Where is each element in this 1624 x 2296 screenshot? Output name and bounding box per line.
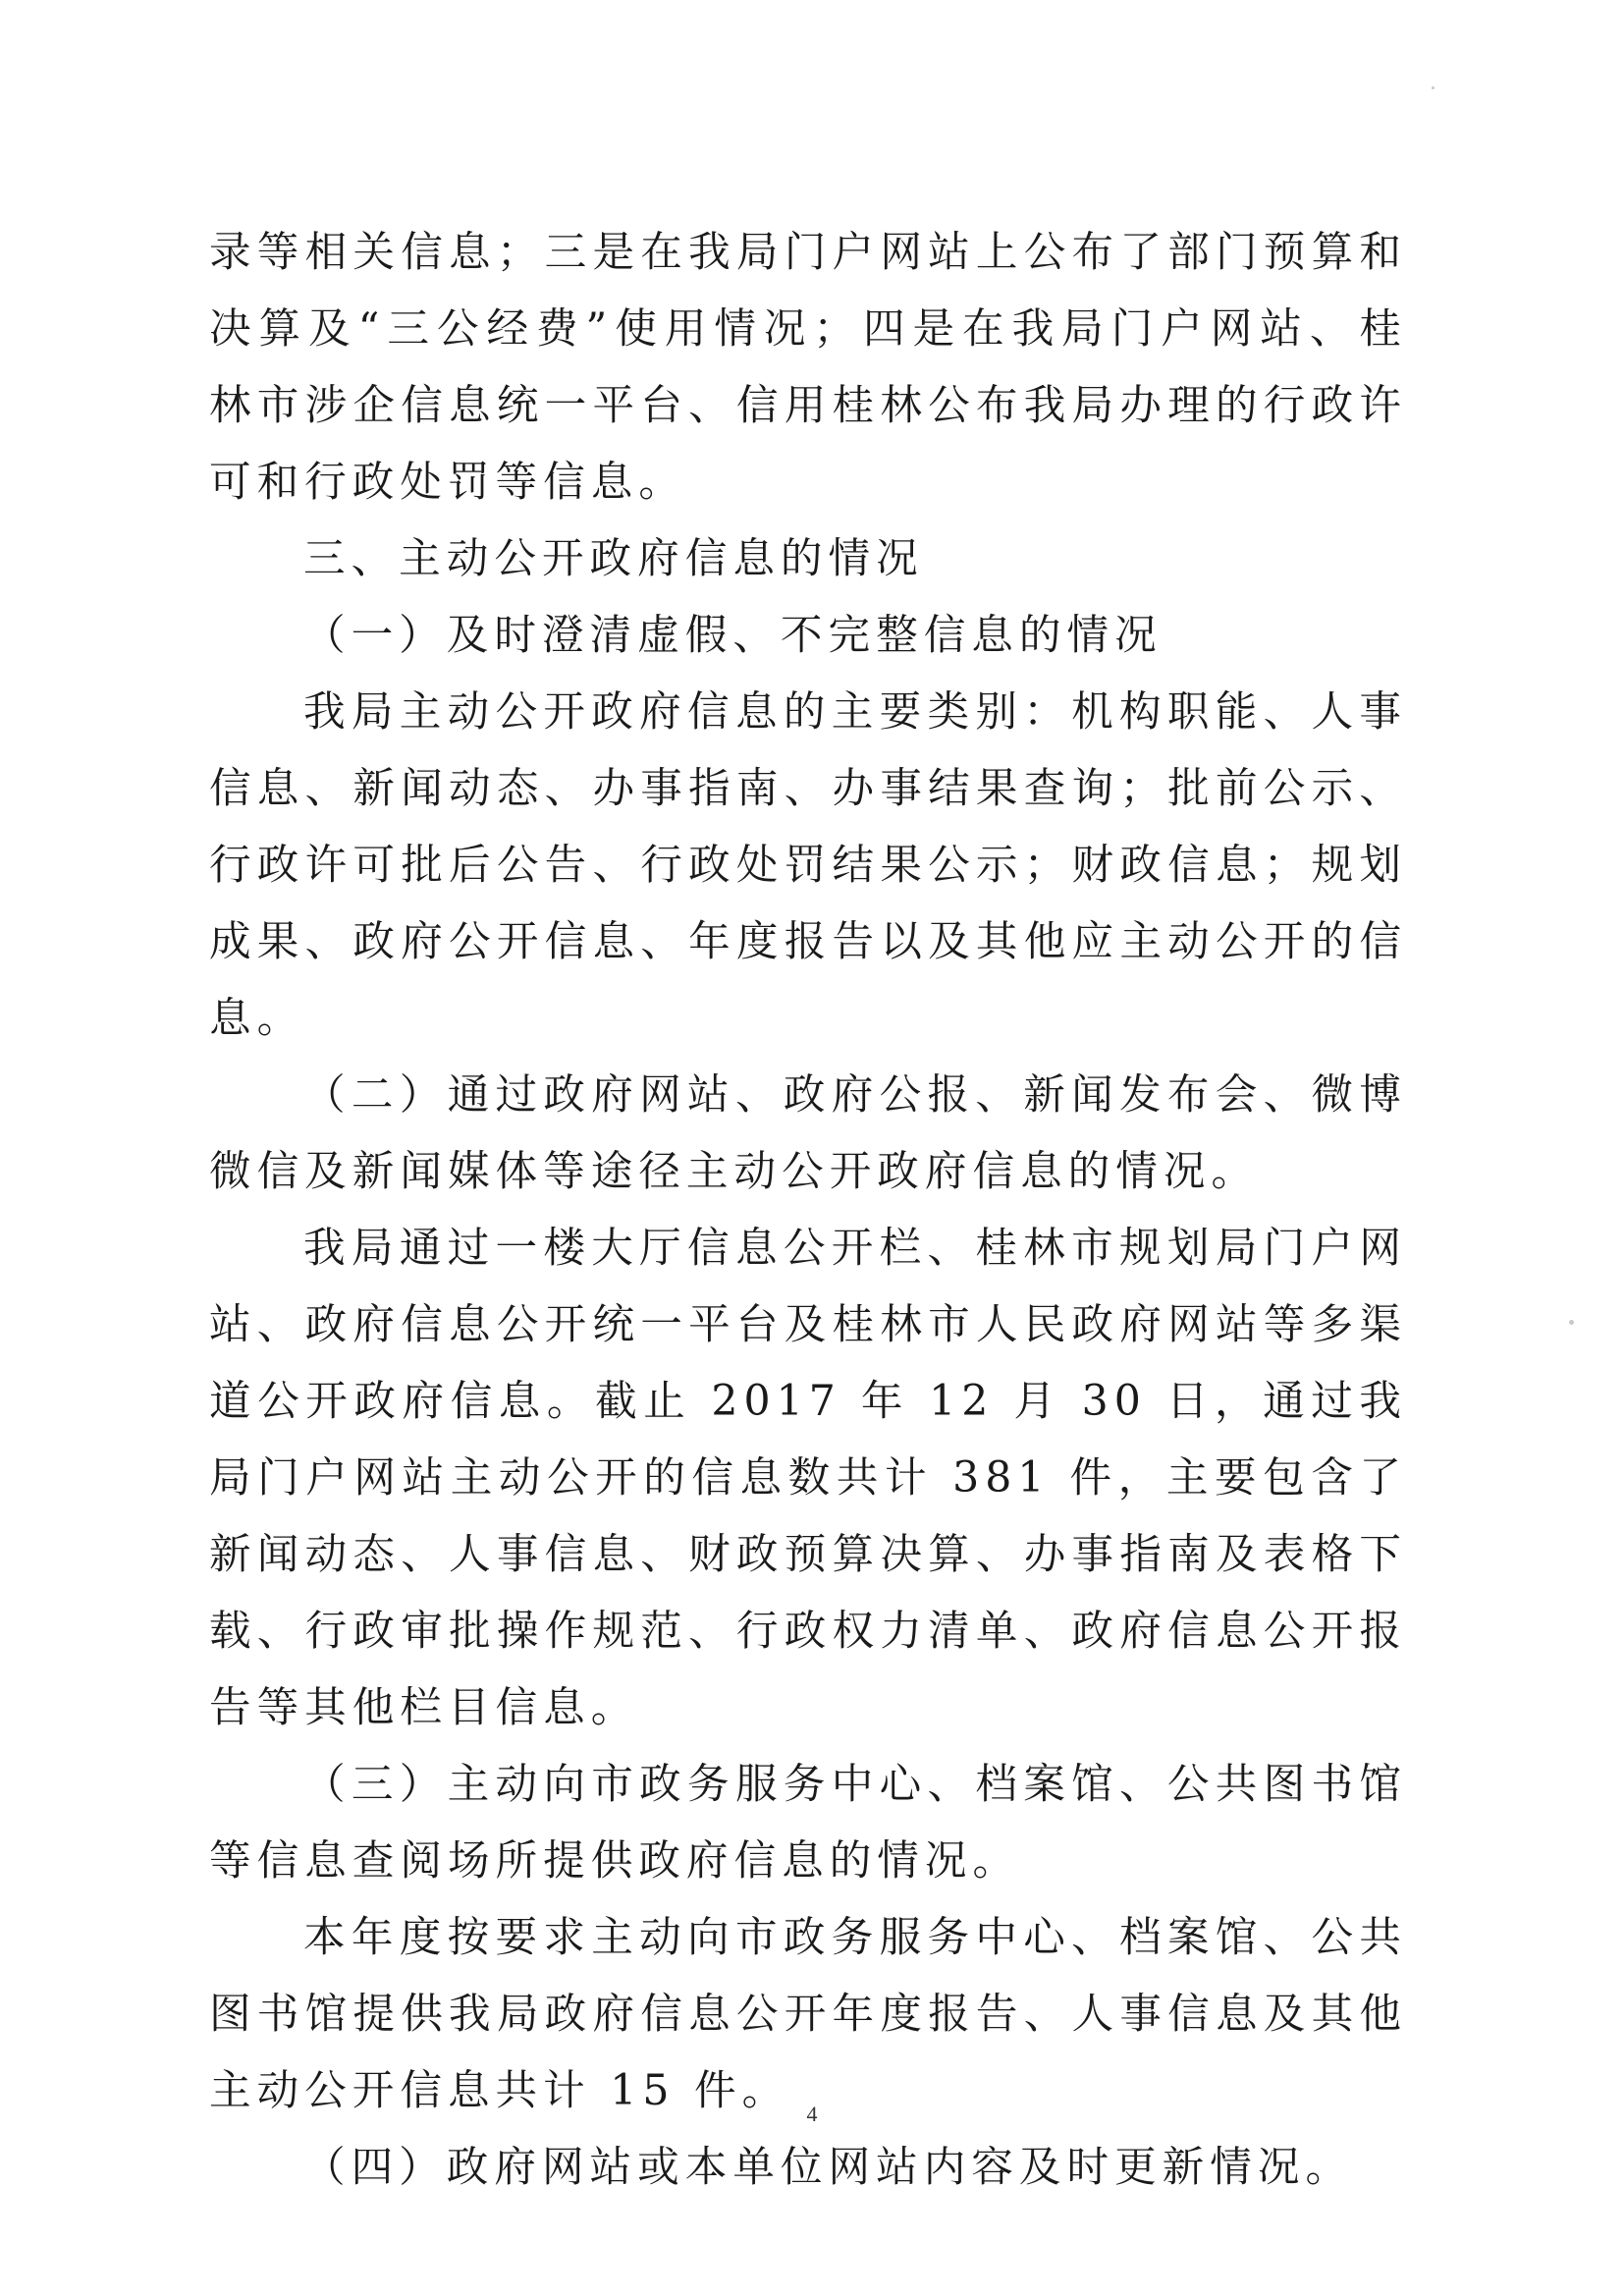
subsection-heading-4: （四）政府网站或本单位网站内容及时更新情况。	[303, 2143, 1354, 2192]
page-number: 4	[806, 2102, 818, 2126]
paragraph-information-provided: 本年度按要求主动向市政务服务中心、档案馆、公共图书馆提供我局政府信息公开年度报告、人事信息及其他主动公开信息共计 15 件。	[209, 1913, 1407, 2115]
scan-speck	[1432, 86, 1435, 89]
subsection-heading-1: （一）及时澄清虚假、不完整信息的情况	[303, 611, 1163, 660]
paragraph-disclosure-channels: 我局通过一楼大厅信息公开栏、桂林市规划局门户网站、政府信息公开统一平台及桂林市人民政府网站等多渠道公开政府信息。截止 2017 年 12 月 30 日，通过我局门户网站主动公开的信息数共计 381 件，主要包含了新闻动态、人事信息、财政预算决算、办事指南及表格下载、行政审批操作规范、行政权力清单、政府信息公开报告等其他栏目信息。	[209, 1224, 1407, 1732]
paragraph-disclosure-categories: 我局主动公开政府信息的主要类别：机构职能、人事信息、新闻动态、办事指南、办事结果查询；批前公示、行政许可批后公告、行政处罚结果公示；财政信息；规划成果、政府公开信息、年度报告以及其他应主动公开的信息。	[209, 687, 1407, 1043]
section-heading-proactive-disclosure: 三、主动公开政府信息的情况	[303, 534, 924, 583]
document-body	[209, 214, 1407, 2206]
subsection-heading-3: （三）主动向市政务服务中心、档案馆、公共图书馆等信息查阅场所提供政府信息的情况。	[209, 1760, 1407, 1886]
subsection-heading-2: （二）通过政府网站、政府公报、新闻发布会、微博微信及新闻媒体等途径主动公开政府信息的情况。	[209, 1070, 1407, 1196]
scan-speck	[1569, 1320, 1574, 1325]
paragraph-continuation: 录等相关信息；三是在我局门户网站上公布了部门预算和决算及“三公经费”使用情况；四是在我局门户网站、桂林市涉企信息统一平台、信用桂林公布我局办理的行政许可和行政处罚等信息。	[209, 228, 1407, 507]
